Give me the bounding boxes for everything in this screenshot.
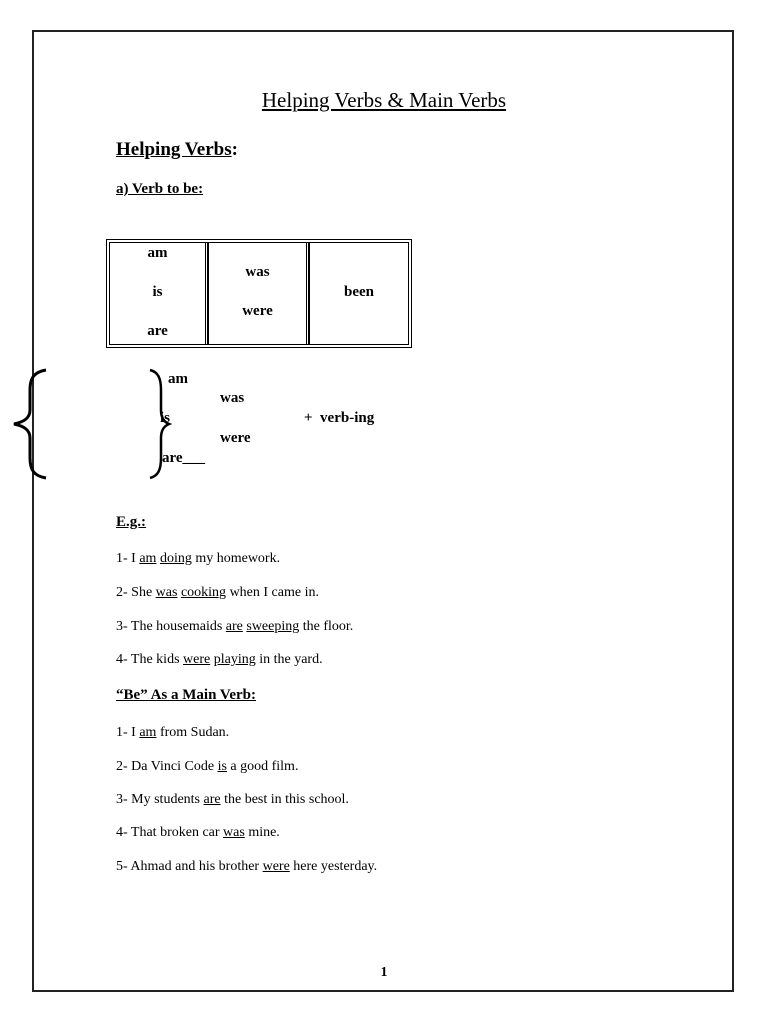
- main-verb: cooking: [180, 585, 227, 600]
- page-border: [32, 30, 734, 992]
- section-heading-text: Helping Verbs: [116, 139, 232, 160]
- progressive-were: were: [220, 430, 251, 446]
- left-curly-brace: [8, 366, 68, 482]
- progressive-am: am: [168, 371, 188, 387]
- progressive-was: was: [220, 390, 245, 406]
- sentence-text: 1- I: [116, 551, 140, 566]
- be-verb: am: [139, 725, 157, 740]
- main-verb-heading: “Be” As a Main Verb:: [116, 687, 257, 703]
- sentence-text: 5- Ahmad and his brother: [116, 859, 263, 874]
- main-verb-sentence: [116, 859, 377, 875]
- sentence-text: in the yard.: [255, 652, 323, 667]
- page-number: 1: [380, 965, 388, 980]
- examples-heading: E.g.:: [116, 514, 146, 530]
- section-heading: [116, 139, 238, 161]
- helping-verb: are: [225, 619, 243, 634]
- table-cell-is: is: [152, 284, 163, 300]
- main-verb-sentence: [116, 825, 280, 841]
- sentence-text: from Sudan.: [156, 725, 230, 740]
- main-verb-sentence: [116, 759, 298, 775]
- helping-verb: were: [183, 652, 211, 667]
- table-cell-were: were: [242, 303, 273, 319]
- example-sentence: [116, 652, 323, 668]
- example-sentence: [116, 619, 353, 635]
- sentence-text: 1- I: [116, 725, 140, 740]
- sentence-text: 2- Da Vinci Code: [116, 759, 218, 774]
- progressive-are: are___: [162, 450, 206, 466]
- helping-verb: was: [155, 585, 178, 600]
- main-verb: doing: [159, 551, 192, 566]
- table-cell-am: am: [147, 245, 168, 261]
- be-verb: were: [262, 859, 290, 874]
- sentence-text: here yesterday.: [289, 859, 378, 874]
- example-sentence: [116, 585, 319, 601]
- example-sentence: [116, 551, 280, 567]
- be-verb: is: [217, 759, 227, 774]
- helping-verb: am: [139, 551, 157, 566]
- sentence-text: a good film.: [226, 759, 299, 774]
- main-verb: playing: [213, 652, 256, 667]
- sentence-text: the floor.: [299, 619, 354, 634]
- sentence-text: the best in this school.: [220, 792, 349, 807]
- verb-to-be-table: [106, 239, 412, 348]
- table-cell-was: was: [245, 264, 270, 280]
- progressive-is: is: [160, 410, 171, 426]
- sentence-text: 3- The housemaids: [116, 619, 226, 634]
- page-title: Helping Verbs & Main Verbs: [261, 88, 507, 112]
- be-verb: are: [203, 792, 221, 807]
- sentence-text: 4- The kids: [116, 652, 184, 667]
- sentence-text: 2- She: [116, 585, 156, 600]
- main-verb-sentence: [116, 792, 349, 808]
- table-cell-been: been: [344, 284, 374, 300]
- section-heading-colon: :: [231, 139, 238, 160]
- sentence-text: mine.: [244, 825, 280, 840]
- sentence-text: 3- My students: [116, 792, 204, 807]
- verb-ing-rule: + verb-ing: [304, 410, 375, 426]
- sentence-text: my homework.: [191, 551, 281, 566]
- be-verb: was: [223, 825, 245, 840]
- sentence-text: when I came in.: [226, 585, 319, 600]
- main-verb: sweeping: [246, 619, 300, 634]
- subheading-verb-to-be: a) Verb to be:: [116, 181, 204, 197]
- main-verb-sentence: [116, 725, 229, 741]
- table-cell-are: are: [147, 323, 168, 339]
- sentence-text: 4- That broken car: [116, 825, 224, 840]
- table-column-divider: [205, 243, 209, 344]
